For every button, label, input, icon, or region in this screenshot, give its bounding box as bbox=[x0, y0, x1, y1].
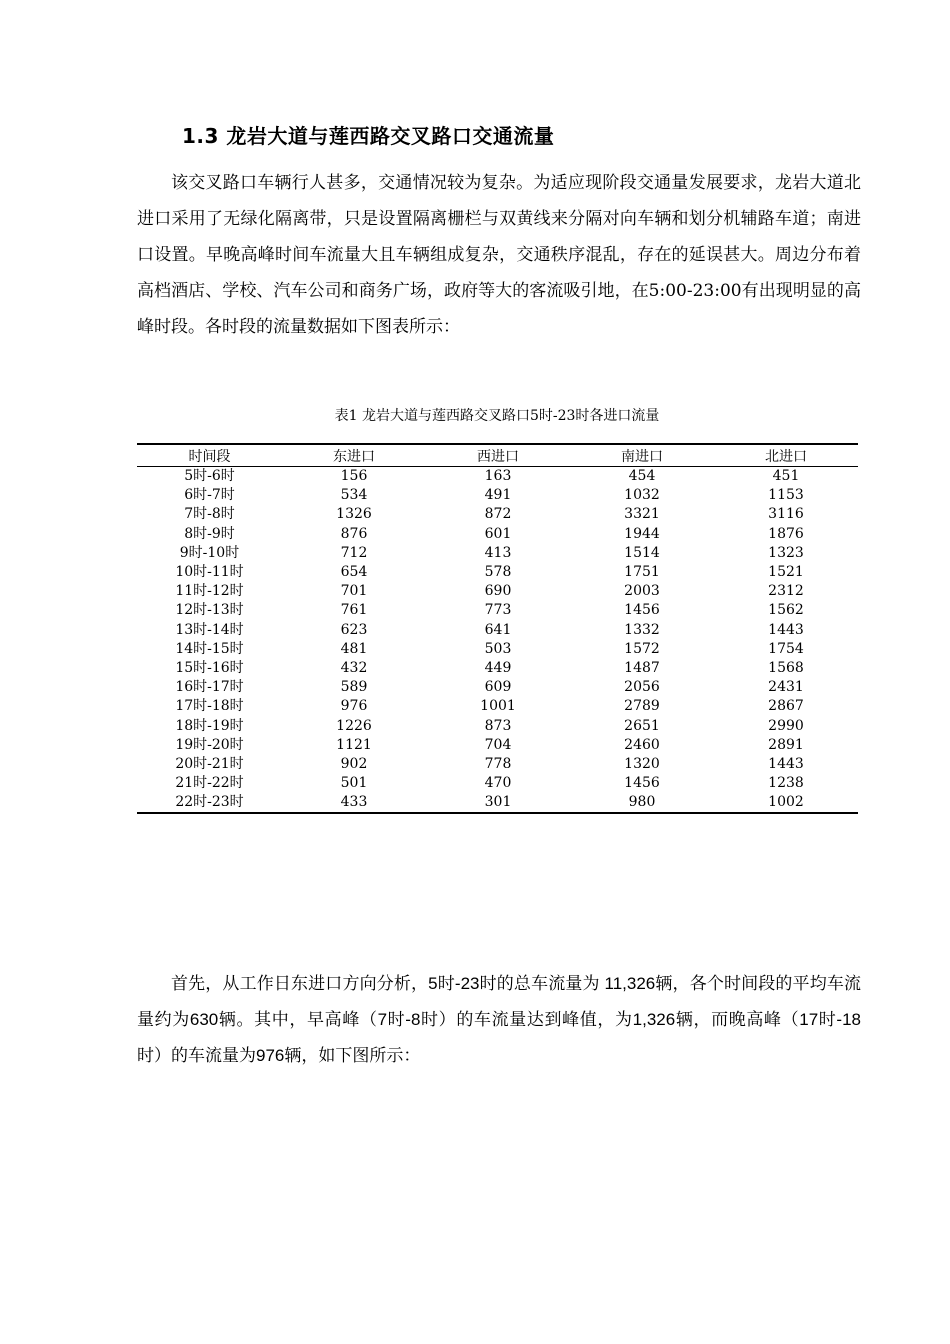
time-cell: 10时-11时 bbox=[175, 564, 244, 581]
south-cell: 1514 bbox=[624, 544, 660, 561]
north-cell: 3116 bbox=[768, 506, 804, 523]
east-cell: 1226 bbox=[336, 717, 372, 734]
traffic-flow-table bbox=[137, 443, 858, 814]
north-cell: 1568 bbox=[768, 659, 804, 676]
table-header-row bbox=[137, 444, 858, 467]
time-cell: 6时-7时 bbox=[184, 487, 235, 504]
west-cell: 704 bbox=[484, 736, 512, 753]
west-cell: 1001 bbox=[480, 698, 516, 715]
table-row bbox=[137, 486, 858, 505]
south-cell: 2460 bbox=[624, 736, 660, 753]
column-header-time: 时间段 bbox=[137, 444, 282, 467]
time-cell: 14时-15时 bbox=[175, 640, 244, 657]
section-heading: 1.3 龙岩大道与莲西路交叉路口交通流量 bbox=[182, 124, 555, 148]
east-cell: 589 bbox=[340, 679, 368, 696]
north-cell: 2891 bbox=[768, 736, 804, 753]
east-cell: 534 bbox=[340, 487, 368, 504]
column-header-south: 南进口 bbox=[570, 444, 714, 467]
east-cell: 876 bbox=[340, 525, 368, 542]
time-cell: 8时-9时 bbox=[184, 525, 235, 542]
north-cell: 1443 bbox=[768, 755, 804, 772]
south-cell: 2789 bbox=[624, 698, 660, 715]
west-cell: 872 bbox=[484, 506, 512, 523]
analysis-paragraph: 首先，从工作日东进口方向分析，5时-23时的总车流量为 11,326辆，各个时间段的平均车流量约为630辆。其中，早高峰（7时-8时）的车流量达到峰值，为1,326辆，而晚高峰（17时-18时）的车流量为976辆，如下图所示： bbox=[137, 974, 861, 1065]
south-cell: 1332 bbox=[624, 621, 660, 638]
west-cell: 491 bbox=[484, 487, 512, 504]
south-cell: 1487 bbox=[624, 659, 660, 676]
east-cell: 654 bbox=[340, 564, 368, 581]
intro-paragraph: 该交叉路口车辆行人甚多，交通情况较为复杂。为适应现阶段交通量发展要求，龙岩大道北进口采用了无绿化隔离带，只是设置隔离栅栏与双黄线来分隔对向车辆和划分机辅路车道；南进口设置。早晚高峰时间车流量大且车辆组成复杂，交通秩序混乱，存在的延误甚大。周边分布着高档酒店、学校、汽车公司和商务广场，政府等大的客流吸引地，在5:00-23:00有出现明显的高峰时段。各时段的流量数据如下图表所示： bbox=[137, 173, 861, 337]
column-header-east: 东进口 bbox=[282, 444, 426, 467]
table-row bbox=[137, 755, 858, 774]
south-cell: 980 bbox=[570, 793, 714, 813]
west-cell: 601 bbox=[484, 525, 512, 542]
east-cell: 701 bbox=[340, 583, 368, 600]
column-header-north: 北进口 bbox=[714, 444, 858, 467]
west-cell: 301 bbox=[426, 793, 570, 813]
north-cell: 1521 bbox=[768, 564, 804, 581]
east-cell: 902 bbox=[340, 755, 368, 772]
time-cell: 18时-19时 bbox=[175, 717, 244, 734]
south-cell: 2056 bbox=[624, 679, 660, 696]
south-cell: 1032 bbox=[624, 487, 660, 504]
north-cell: 1876 bbox=[768, 525, 804, 542]
north-cell: 1443 bbox=[768, 621, 804, 638]
north-cell: 2312 bbox=[768, 583, 804, 600]
west-cell: 413 bbox=[484, 544, 512, 561]
north-cell: 1238 bbox=[768, 775, 804, 792]
east-cell: 433 bbox=[282, 793, 426, 813]
south-cell: 1944 bbox=[624, 525, 660, 542]
north-cell: 1002 bbox=[714, 793, 858, 813]
table-row bbox=[137, 563, 858, 582]
east-cell: 156 bbox=[340, 468, 368, 485]
time-cell: 20时-21时 bbox=[175, 755, 244, 772]
table-row bbox=[137, 716, 858, 735]
west-cell: 773 bbox=[484, 602, 512, 619]
south-cell: 1572 bbox=[624, 640, 660, 657]
east-cell: 761 bbox=[340, 602, 368, 619]
time-cell: 9时-10时 bbox=[179, 544, 240, 561]
time-cell: 5时-6时 bbox=[184, 468, 235, 485]
time-cell: 12时-13时 bbox=[175, 602, 244, 619]
table-row bbox=[137, 678, 858, 697]
time-cell: 22时-23时 bbox=[137, 793, 282, 813]
east-cell: 481 bbox=[340, 640, 368, 657]
north-cell: 1754 bbox=[768, 640, 804, 657]
east-cell: 1121 bbox=[336, 736, 372, 753]
east-cell: 623 bbox=[340, 621, 368, 638]
table-row bbox=[137, 697, 858, 716]
table-row bbox=[137, 621, 858, 640]
west-cell: 690 bbox=[484, 583, 512, 600]
east-cell: 432 bbox=[340, 659, 368, 676]
time-cell: 21时-22时 bbox=[175, 775, 244, 792]
west-cell: 578 bbox=[484, 564, 512, 581]
south-cell: 1751 bbox=[624, 564, 660, 581]
south-cell: 2003 bbox=[624, 583, 660, 600]
east-cell: 1326 bbox=[336, 506, 372, 523]
time-cell: 17时-18时 bbox=[175, 698, 244, 715]
east-cell: 501 bbox=[340, 775, 368, 792]
time-cell: 11时-12时 bbox=[175, 583, 244, 600]
table-row bbox=[137, 467, 858, 487]
table-row bbox=[137, 659, 858, 678]
table-row bbox=[137, 793, 858, 813]
west-cell: 873 bbox=[484, 717, 512, 734]
east-cell: 976 bbox=[340, 698, 368, 715]
column-header-west: 西进口 bbox=[426, 444, 570, 467]
west-cell: 163 bbox=[484, 468, 512, 485]
table-row bbox=[137, 736, 858, 755]
time-cell: 16时-17时 bbox=[175, 679, 244, 696]
west-cell: 503 bbox=[484, 640, 512, 657]
west-cell: 778 bbox=[484, 755, 512, 772]
table-row bbox=[137, 640, 858, 659]
west-cell: 470 bbox=[484, 775, 512, 792]
table-row bbox=[137, 525, 858, 544]
north-cell: 2431 bbox=[768, 679, 804, 696]
north-cell: 1562 bbox=[768, 602, 804, 619]
table-row bbox=[137, 505, 858, 524]
south-cell: 3321 bbox=[624, 506, 660, 523]
north-cell: 2990 bbox=[768, 717, 804, 734]
south-cell: 1456 bbox=[624, 775, 660, 792]
west-cell: 641 bbox=[484, 621, 512, 638]
west-cell: 609 bbox=[484, 679, 512, 696]
west-cell: 449 bbox=[484, 659, 512, 676]
time-cell: 19时-20时 bbox=[175, 736, 244, 753]
south-cell: 2651 bbox=[624, 717, 660, 734]
south-cell: 454 bbox=[628, 468, 656, 485]
south-cell: 1320 bbox=[624, 755, 660, 772]
north-cell: 451 bbox=[772, 468, 800, 485]
table-row bbox=[137, 774, 858, 793]
time-cell: 15时-16时 bbox=[175, 659, 244, 676]
south-cell: 1456 bbox=[624, 602, 660, 619]
time-cell: 13时-14时 bbox=[175, 621, 244, 638]
table-row bbox=[137, 544, 858, 563]
north-cell: 1153 bbox=[768, 487, 804, 504]
time-cell: 7时-8时 bbox=[184, 506, 235, 523]
north-cell: 2867 bbox=[768, 698, 804, 715]
east-cell: 712 bbox=[340, 544, 368, 561]
north-cell: 1323 bbox=[768, 544, 804, 561]
table-row bbox=[137, 601, 858, 620]
table-caption: 表1 龙岩大道与莲西路交叉路口5时-23时各进口流量 bbox=[334, 408, 660, 424]
table-row bbox=[137, 582, 858, 601]
